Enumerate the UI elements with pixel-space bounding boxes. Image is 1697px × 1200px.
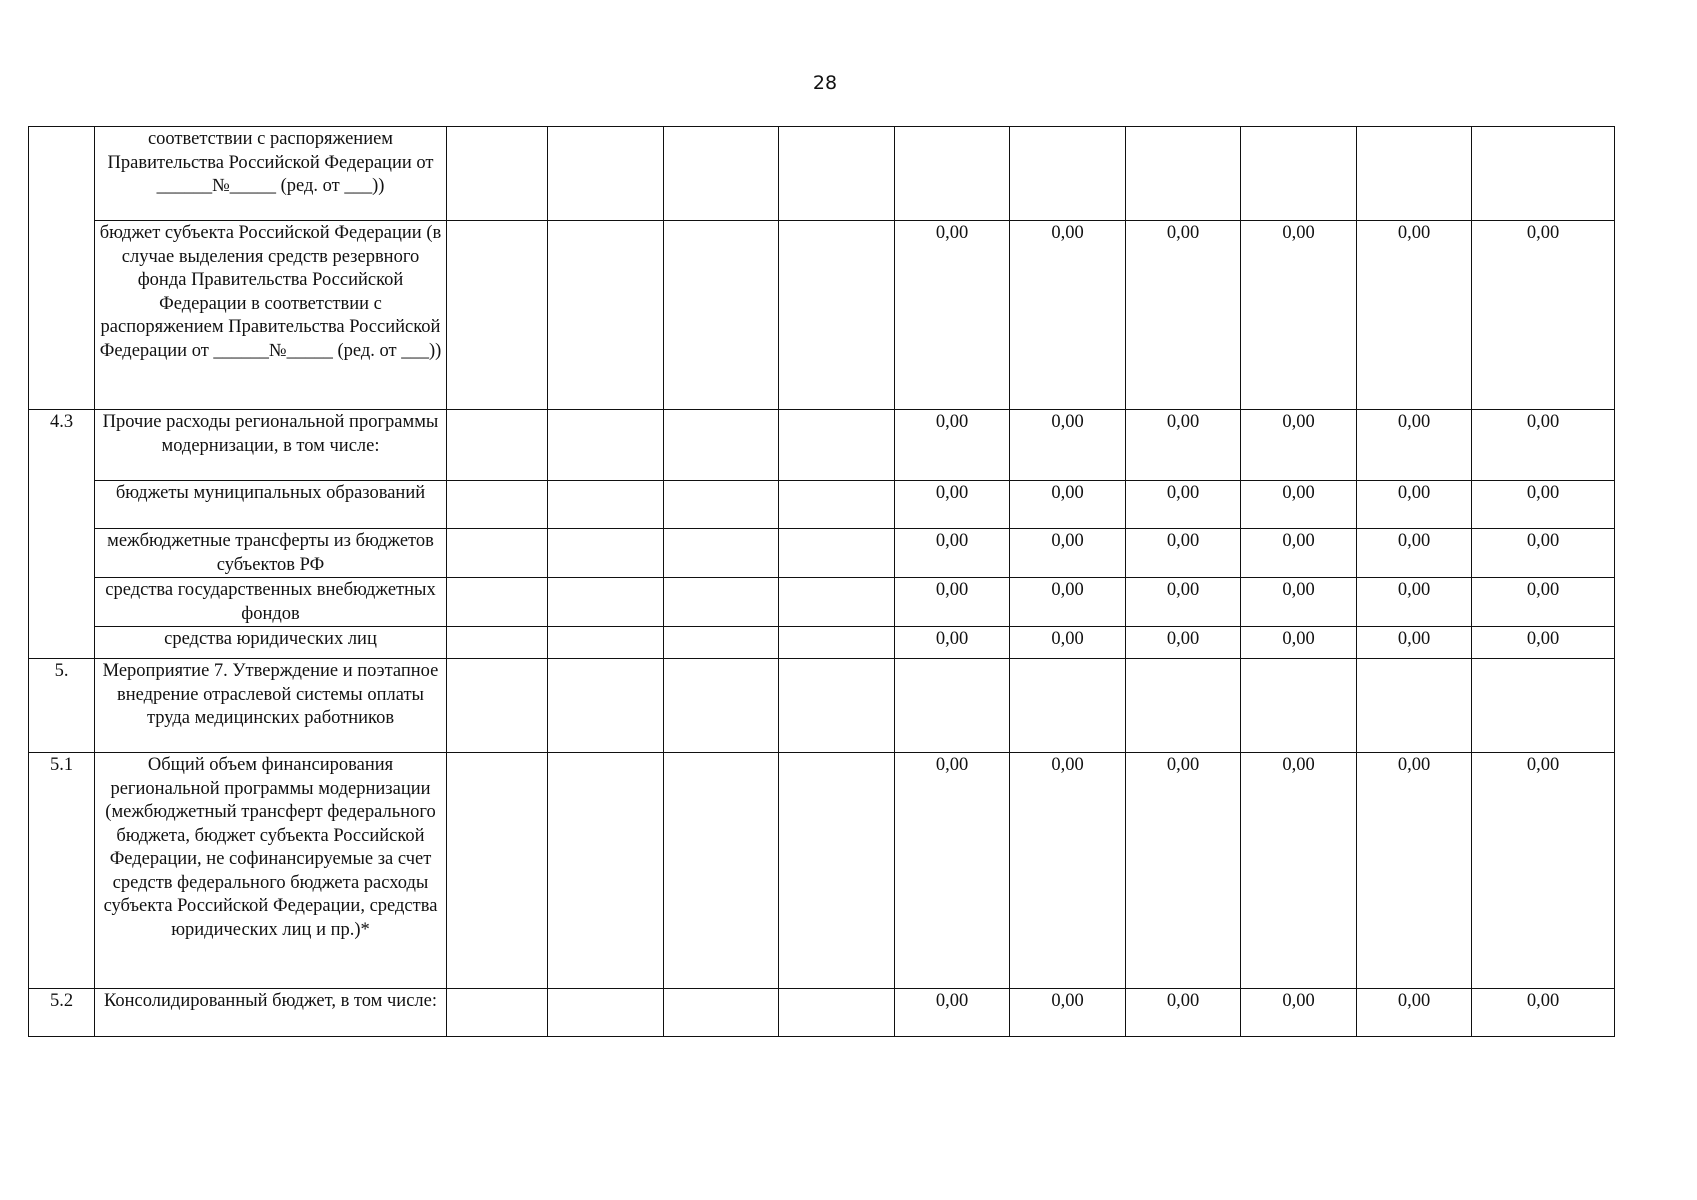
value-cell: 0,00 [1241,578,1357,627]
value-cell [548,753,664,989]
value-cell: 0,00 [1472,578,1615,627]
value-cell [664,481,779,529]
row-number-cell: 5.1 [29,753,95,989]
value-cell: 0,00 [895,529,1010,578]
value-cell [1357,127,1472,221]
value-cell: 0,00 [1357,221,1472,410]
value-cell: 0,00 [1357,481,1472,529]
value-cell [779,578,895,627]
row-description-cell: соответствии с распоряжением Правительства Российской Федерации от ______№_____ (ред. от ___)) [95,127,447,221]
value-cell [779,659,895,753]
value-cell [664,221,779,410]
row-description-cell: Прочие расходы региональной программы модернизации, в том числе: [95,410,447,481]
value-cell [548,127,664,221]
value-cell [447,481,548,529]
value-cell [548,627,664,659]
value-cell [779,410,895,481]
table-row [29,529,1615,578]
value-cell: 0,00 [1010,481,1126,529]
table-row [29,659,1615,753]
value-cell [1241,127,1357,221]
value-cell: 0,00 [1357,529,1472,578]
value-cell: 0,00 [1010,627,1126,659]
table-row [29,221,1615,410]
value-cell [447,410,548,481]
value-cell: 0,00 [895,410,1010,481]
row-number-cell: 5. [29,659,95,753]
value-cell: 0,00 [1241,753,1357,989]
value-cell: 0,00 [895,989,1010,1037]
value-cell: 0,00 [1241,410,1357,481]
value-cell: 0,00 [895,753,1010,989]
value-cell: 0,00 [1472,989,1615,1037]
page-number: 28 [812,72,838,94]
table-row [29,481,1615,529]
value-cell [1126,659,1241,753]
value-cell [779,753,895,989]
value-cell [779,127,895,221]
value-cell [664,659,779,753]
value-cell: 0,00 [1472,753,1615,989]
value-cell [1126,127,1241,221]
value-cell: 0,00 [1126,410,1241,481]
value-cell: 0,00 [1241,627,1357,659]
value-cell [548,659,664,753]
row-number-cell [29,127,95,410]
value-cell [664,989,779,1037]
value-cell: 0,00 [1126,753,1241,989]
value-cell: 0,00 [1357,578,1472,627]
value-cell [1010,659,1126,753]
value-cell [779,481,895,529]
value-cell: 0,00 [1472,481,1615,529]
value-cell: 0,00 [1126,481,1241,529]
value-cell [664,529,779,578]
value-cell: 0,00 [1126,578,1241,627]
value-cell: 0,00 [1010,410,1126,481]
table-row [29,578,1615,627]
value-cell [1472,659,1615,753]
table-row [29,989,1615,1037]
value-cell: 0,00 [1010,753,1126,989]
value-cell [664,578,779,627]
row-description-cell: межбюджетные трансферты из бюджетов субъектов РФ [95,529,447,578]
value-cell: 0,00 [1472,221,1615,410]
value-cell: 0,00 [1241,529,1357,578]
value-cell [779,529,895,578]
value-cell [1010,127,1126,221]
value-cell: 0,00 [1472,410,1615,481]
value-cell [548,481,664,529]
table-row [29,753,1615,989]
value-cell [779,989,895,1037]
value-cell: 0,00 [1010,578,1126,627]
row-description-cell: Консолидированный бюджет, в том числе: [95,989,447,1037]
value-cell [548,529,664,578]
row-number-cell: 5.2 [29,989,95,1037]
row-description-cell: Общий объем финансирования региональной программы модернизации (межбюджетный трансферт федерального бюджета, бюджет субъекта Российской Федерации, не софинансируемые за счет средств федерального бюджета расходы субъекта Российской Федерации, средства юридических лиц и пр.)* [95,753,447,989]
value-cell: 0,00 [895,221,1010,410]
value-cell [447,127,548,221]
value-cell [447,753,548,989]
value-cell [447,578,548,627]
value-cell: 0,00 [895,627,1010,659]
value-cell: 0,00 [1472,627,1615,659]
value-cell [548,989,664,1037]
value-cell: 0,00 [1357,627,1472,659]
row-description-cell: средства государственных внебюджетных фондов [95,578,447,627]
value-cell [664,410,779,481]
row-description-cell: средства юридических лиц [95,627,447,659]
row-number-cell: 4.3 [29,410,95,659]
value-cell [664,753,779,989]
value-cell: 0,00 [895,578,1010,627]
value-cell [664,127,779,221]
table-row [29,627,1615,659]
value-cell [779,627,895,659]
value-cell: 0,00 [1472,529,1615,578]
row-description-cell: Мероприятие 7. Утверждение и поэтапное внедрение отраслевой системы оплаты труда медицинских работников [95,659,447,753]
value-cell [548,578,664,627]
value-cell [548,221,664,410]
table-row [29,410,1615,481]
value-cell: 0,00 [1241,221,1357,410]
row-description-cell: бюджет субъекта Российской Федерации (в случае выделения средств резервного фонда Правительства Российской Федерации в соответствии с распоряжением Правительства Российской Федерации от ______№_____ (ред. от ___)) [95,221,447,410]
value-cell: 0,00 [1126,627,1241,659]
value-cell: 0,00 [1357,989,1472,1037]
value-cell [895,659,1010,753]
value-cell [447,659,548,753]
value-cell: 0,00 [1241,481,1357,529]
row-description-cell: бюджеты муниципальных образований [95,481,447,529]
financing-table [28,126,1615,1037]
value-cell [1241,659,1357,753]
value-cell [447,221,548,410]
value-cell: 0,00 [1126,221,1241,410]
value-cell: 0,00 [1010,221,1126,410]
value-cell [664,627,779,659]
value-cell: 0,00 [1357,410,1472,481]
value-cell: 0,00 [1010,989,1126,1037]
value-cell: 0,00 [1126,989,1241,1037]
value-cell [548,410,664,481]
value-cell: 0,00 [1126,529,1241,578]
value-cell: 0,00 [1357,753,1472,989]
value-cell [1472,127,1615,221]
value-cell: 0,00 [1241,989,1357,1037]
value-cell [447,627,548,659]
value-cell: 0,00 [895,481,1010,529]
value-cell [895,127,1010,221]
table-row [29,127,1615,221]
value-cell [1357,659,1472,753]
value-cell: 0,00 [1010,529,1126,578]
value-cell [447,989,548,1037]
value-cell [447,529,548,578]
value-cell [779,221,895,410]
